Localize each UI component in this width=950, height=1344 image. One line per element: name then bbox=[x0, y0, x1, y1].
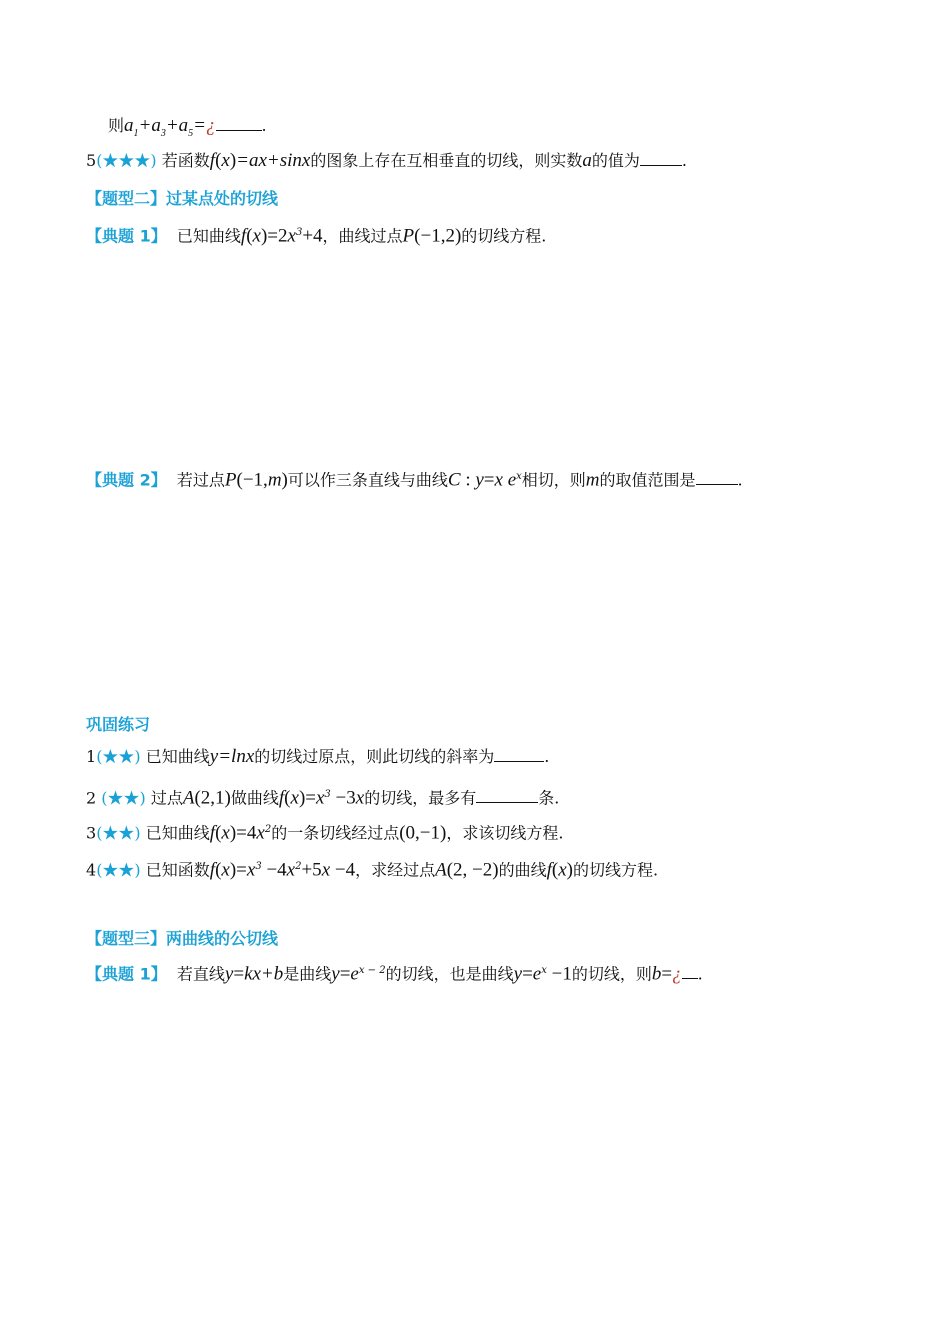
difficulty-stars: (★★) bbox=[96, 860, 141, 880]
question-number: 3 bbox=[86, 823, 97, 843]
text: 的切线，也是曲线 bbox=[385, 964, 514, 984]
text: 可以作三条直线与曲线 bbox=[287, 470, 448, 490]
text: 的切线方程. bbox=[572, 860, 659, 880]
math-point: P bbox=[224, 469, 237, 491]
answer-blank bbox=[682, 964, 698, 979]
difficulty-stars: (★★) bbox=[96, 823, 141, 843]
difficulty-stars: (★★★) bbox=[96, 151, 157, 170]
practice-title: 巩固练习 bbox=[86, 715, 151, 734]
answer-blank bbox=[216, 116, 262, 131]
text: 的图象上存在互相垂直的切线，则实数 bbox=[310, 151, 583, 170]
practice-4: 4(★★) 已知函数$f(x)=x^3 -4x^2+5x -4$，求经过点A(2, −2)的曲线f(x)的切线方程. bbox=[86, 859, 659, 881]
text: 若直线 bbox=[176, 964, 225, 984]
difficulty-stars: (★★) bbox=[101, 788, 146, 808]
difficulty-stars: (★★) bbox=[96, 747, 141, 766]
question-number: 1 bbox=[86, 747, 97, 766]
math-expression: $a_1+a_3+a_5=$ bbox=[124, 115, 206, 139]
text: 已知曲线 bbox=[140, 823, 210, 843]
math-expression: f bbox=[209, 150, 216, 171]
example-tag: 【典题 2】 bbox=[86, 470, 167, 490]
math-variable: m bbox=[585, 469, 600, 491]
answer-blank bbox=[696, 470, 738, 485]
period: . bbox=[737, 470, 743, 490]
practice-3: 3(★★) 已知曲线$f(x)=4x^2$的一条切线经过点(0,−1)，求该切线方程. bbox=[86, 822, 564, 844]
math-variable: a bbox=[582, 150, 592, 171]
section-title: 【题型二】过某点处的切线 bbox=[86, 189, 279, 208]
text: 的曲线 bbox=[498, 860, 547, 880]
example-3: 【典题 1】 若直线y=kx+b是曲线$y=e^{x - 2}$的切线，也是曲线$y=e^x -1$的切线，则b=¿ . bbox=[86, 963, 703, 985]
example-tag: 【典题 1】 bbox=[86, 226, 167, 246]
example-tag: 【典题 1】 bbox=[86, 964, 167, 984]
text: 已知曲线 bbox=[176, 226, 241, 246]
period: . bbox=[261, 116, 267, 135]
text: 的切线方程. bbox=[461, 226, 547, 246]
section-title: 【题型三】两曲线的公切线 bbox=[86, 929, 279, 948]
text: 则 bbox=[108, 116, 125, 135]
unknown-glyph: ¿ bbox=[206, 115, 216, 136]
text: 的值为 bbox=[591, 151, 640, 170]
text: 相切，则 bbox=[521, 470, 586, 490]
text: ，求该切线方程. bbox=[446, 823, 564, 843]
answer-blank bbox=[494, 747, 544, 762]
question-4-tail bbox=[108, 115, 267, 145]
practice-2: 2 (★★) 过点A(2,1)做曲线$f(x)=x^3 -3x$的切线，最多有 条. bbox=[86, 787, 560, 809]
answer-blank bbox=[476, 788, 538, 803]
text: ，曲线过点 bbox=[322, 226, 403, 246]
text: 做曲线 bbox=[230, 788, 279, 808]
text: 已知曲线 bbox=[140, 747, 210, 766]
question-number: 5 bbox=[86, 151, 97, 170]
text: 的切线过原点，则此切线的斜率为 bbox=[254, 747, 495, 766]
period: . bbox=[544, 747, 550, 766]
text: 的一条切线经过点 bbox=[271, 823, 400, 843]
text: 若过点 bbox=[176, 470, 225, 490]
text: 的切线，则 bbox=[571, 964, 652, 984]
example-2: 【典题 2】 若过点P(−1,m)可以作三条直线与曲线C : y=x $e^x$相切，则m的取值范围是 . bbox=[86, 469, 743, 491]
text: ，求经过点 bbox=[355, 860, 436, 880]
question-5: 5(★★★) 若函数f(x)=ax+sinx的图象上存在互相垂直的切线，则实数a的值为 . bbox=[86, 150, 687, 171]
math-expression: y=lnx bbox=[209, 746, 255, 767]
period: . bbox=[681, 151, 687, 170]
text: 若函数 bbox=[156, 151, 210, 170]
answer-blank bbox=[640, 151, 682, 166]
text: 是曲线 bbox=[283, 964, 332, 984]
text: 已知函数 bbox=[140, 860, 210, 880]
example-1: 【典题 1】 已知曲线$f(x)=2x^3+4$，曲线过点P(−1,2)的切线方程. bbox=[86, 225, 547, 247]
text: 的取值范围是 bbox=[599, 470, 696, 490]
question-number: 2 bbox=[86, 788, 102, 808]
question-number: 4 bbox=[86, 860, 97, 880]
period: . bbox=[697, 964, 703, 984]
practice-1 bbox=[86, 746, 549, 768]
text: 条. bbox=[538, 788, 560, 808]
math-expression: f bbox=[240, 225, 247, 247]
text: 过点 bbox=[145, 788, 183, 808]
text: 的切线，最多有 bbox=[364, 788, 477, 808]
unknown-glyph: ¿ bbox=[672, 963, 682, 985]
